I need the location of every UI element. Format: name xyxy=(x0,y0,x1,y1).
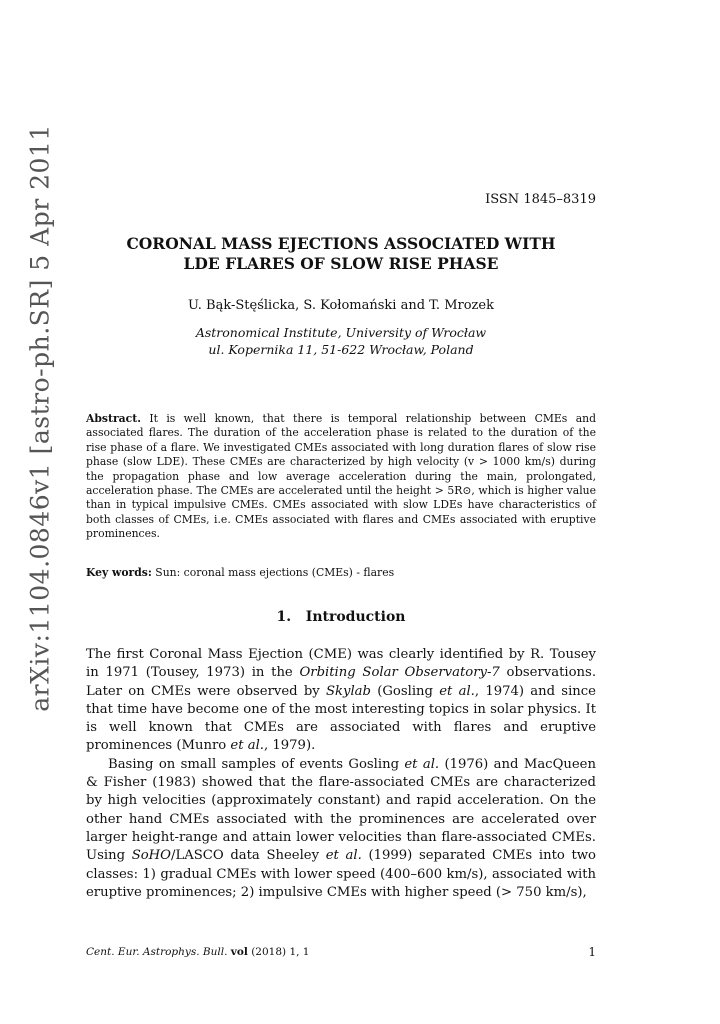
abstract-text: It is well known, that there is temporal relationship between CMEs and associated flares. The duration of the acceleration phase is related to the duration of the rise phase of a flare. We investigated CMEs associated with long duration flares of slow rise phase (slow LDE). These CMEs are characterized by high velocity (v > 1000 km/s) during the propagation phase and low average acceleration during the main, prolongated, acceleration phase. The CMEs are accelerated until the height > 5R⊙, which is higher value than in typical impulsive CMEs. CMEs associated with slow LDEs have characteristics of both classes of CMEs, i.e. CMEs associated with flares and CMEs associated with eruptive prominences. xyxy=(86,412,596,541)
mission-name: SoHO xyxy=(131,848,171,864)
text-run: observations. Later on CMEs were observed by xyxy=(86,665,597,699)
footer-journal-citation xyxy=(86,946,310,958)
issn-number: ISSN 1845–8319 xyxy=(485,192,596,207)
keywords xyxy=(86,566,596,579)
keywords-text: Sun: coronal mass ejections (CMEs) - flares xyxy=(155,566,395,579)
page-number: 1 xyxy=(588,945,596,959)
text-run: The first Coronal Mass Ejection (CME) was clearly identified by R. Tousey in 1971 (Tousey, 1973) in the xyxy=(86,647,596,681)
text-run: /LASCO data Sheeley xyxy=(171,848,326,864)
section-title: Introduction xyxy=(305,609,406,625)
section-heading xyxy=(86,609,596,625)
intro-paragraph-2 xyxy=(86,756,596,902)
mission-name: Skylab xyxy=(325,683,371,699)
citation-details: (2018) 1, 1 xyxy=(247,946,310,958)
paper-title-line-2: LDE FLARES OF SLOW RISE PHASE xyxy=(183,254,499,273)
affiliation xyxy=(86,324,596,358)
text-run: , 1979). xyxy=(264,738,316,754)
citation-etal: et al. xyxy=(404,756,440,772)
arxiv-margin-label: arXiv:1104.0846v1 [astro-ph.SR] 5 Apr 2011 xyxy=(25,124,55,712)
text-run: , 1974) and since that time have become one of the most interesting topics in solar physics. It is well known that CMEs are associated with flares and eruptive prominences (Munro xyxy=(86,683,596,754)
paper-title xyxy=(86,234,596,274)
mission-name: Orbiting Solar Observatory-7 xyxy=(299,665,500,681)
section-number: 1. xyxy=(276,609,292,625)
keywords-label: Key words: xyxy=(86,566,152,579)
author-list: U. Bąk-Stęślicka, S. Kołomański and T. Mrozek xyxy=(188,298,494,313)
abstract xyxy=(86,412,596,542)
citation-etal: et al. xyxy=(439,683,475,699)
affiliation-line-1: Astronomical Institute, University of Wrocław xyxy=(195,325,487,340)
paper-title-line-1: CORONAL MASS EJECTIONS ASSOCIATED WITH xyxy=(126,234,556,253)
abstract-label: Abstract. xyxy=(86,412,141,425)
text-run: (1976) and MacQueen & Fisher (1983) showed that the flare-associated CMEs are characterized by high velocities (approximately constant) and rapid acceleration. On the other hand CMEs associated with the prominences are accelerated over larger height-range and attain lower velocities than flare-associated CMEs. Using xyxy=(86,756,596,864)
intro-paragraph-1 xyxy=(86,646,596,756)
volume-label: vol xyxy=(230,946,248,958)
introduction-body xyxy=(86,646,596,902)
citation-etal: et al. xyxy=(230,738,264,754)
text-run: (1999) separated CMEs into two classes: 1) gradual CMEs with lower speed (400–600 km/s), associated with eruptive prominences; 2) impulsive CMEs with higher speed (> 750 km/s), xyxy=(86,848,596,900)
journal-name: Cent. Eur. Astrophys. Bull. xyxy=(86,946,228,958)
text-run: (Gosling xyxy=(370,683,440,699)
text-run: Basing on small samples of events Gosling xyxy=(108,756,405,772)
citation-etal: et al. xyxy=(325,848,362,864)
affiliation-line-2: ul. Kopernika 11, 51-622 Wrocław, Poland xyxy=(208,342,474,357)
